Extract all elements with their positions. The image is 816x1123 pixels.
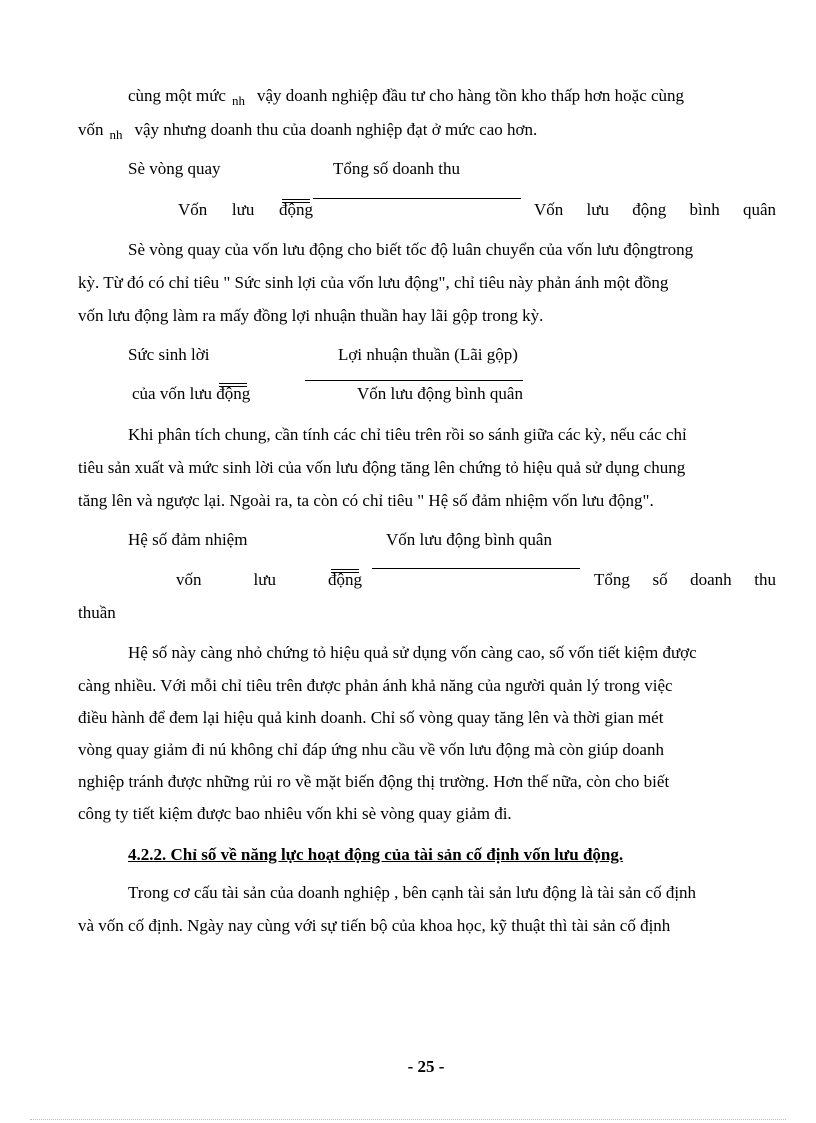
word: động — [632, 200, 667, 219]
word: lưu — [586, 200, 609, 219]
section-heading: 4.2.2. Chỉ số về năng lực hoạt động của tài sản cố định vốn lưu động. — [128, 845, 624, 864]
word: vốn — [176, 570, 202, 589]
text-line — [78, 676, 776, 696]
text-span: nghiệp tránh được những rủi ro về mặt biến động thị trường. Hơn thế nữa, còn cho biết — [78, 772, 670, 791]
page-edge-divider — [30, 1119, 786, 1120]
text-span: vốn — [78, 120, 104, 139]
word: doanh — [690, 570, 732, 589]
text-span: cùng một mức — [128, 86, 226, 105]
text-line: và vốn cố định. Ngày nay cùng với sự tiến bộ của khoa học, kỹ thuật thì tài sản cố định — [78, 916, 671, 935]
text-span: Hệ số này càng nhỏ chứng tỏ hiệu quả sử dụng vốn càng cao, số vốn tiết kiệm được — [128, 643, 697, 662]
text-line — [78, 273, 776, 293]
word: của vốn lưu — [132, 384, 213, 403]
text-span: Khi phân tích chung, cần tính các chỉ tiêu trên rồi so sánh giữa các kỳ, nếu các chỉ — [128, 425, 687, 444]
formula-label-line — [178, 200, 313, 220]
text-line — [78, 708, 776, 728]
word: số — [652, 570, 668, 589]
formula-label: Sức sinh lời — [128, 345, 210, 364]
text-line — [78, 458, 776, 478]
text-line: thuần — [78, 603, 116, 622]
text-span: vậy doanh nghiệp đầu tư cho hàng tồn kho thấp hơn hoặc cùng — [256, 86, 685, 105]
word-overlined: động — [216, 384, 251, 403]
word-overlined: động — [328, 570, 362, 589]
text-line: vốn lưu động làm ra mấy đồng lợi nhuận thuần hay lãi gộp trong kỳ. — [78, 306, 544, 325]
formula-denominator: Vốn lưu động bình quân — [357, 384, 523, 403]
text-span: kỳ. Từ đó có chỉ tiêu " Sức sinh lợi của vốn lưu động", chỉ tiêu này phản ánh một đồng — [78, 273, 669, 292]
word: thu — [754, 570, 776, 589]
word-overlined: động — [279, 200, 313, 219]
text-line — [128, 86, 776, 107]
formula-numerator: Tổng số doanh thu — [333, 159, 461, 178]
text-line — [128, 883, 776, 903]
fraction-bar — [305, 380, 523, 381]
text-span: điều hành để đem lại hiệu quả kinh doanh. Chỉ số vòng quay tăng lên và thời gian mét — [78, 708, 664, 727]
formula-numerator: Lợi nhuận thuần (Lãi gộp) — [338, 345, 518, 364]
text-line — [78, 740, 776, 760]
word: lưu — [253, 570, 276, 589]
page-number: - 25 - — [407, 1057, 445, 1076]
text-span: càng nhiều. Với mỗi chỉ tiêu trên được phản ánh khả năng của người quản lý trong việc — [78, 676, 673, 695]
word: Vốn — [178, 200, 208, 219]
text-line — [128, 240, 776, 260]
formula-numerator: Vốn lưu động bình quân — [386, 530, 552, 549]
text-line — [78, 772, 776, 792]
formula-label: Sè vòng quay — [128, 159, 221, 178]
word: Tổng — [594, 570, 630, 589]
text-line: tăng lên và ngược lại. Ngoài ra, ta còn có chỉ tiêu " Hệ số đảm nhiệm vốn lưu động". — [78, 491, 654, 510]
text-line — [78, 120, 537, 141]
word: Vốn — [534, 200, 564, 219]
text-span: tiêu sản xuất và mức sinh lời của vốn lưu động tăng lên chứng tỏ hiệu quả sử dụng chung — [78, 458, 686, 477]
text-line — [128, 643, 776, 663]
formula-label-line — [176, 570, 362, 590]
formula-label: Hệ số đảm nhiệm — [128, 530, 248, 549]
text-span: vòng quay giảm đi nú không chỉ đáp ứng nhu cầu về vốn lưu động mà còn giúp doanh — [78, 740, 664, 759]
text-span: vậy nhưng doanh thu của doanh nghiệp đạt ở mức cao hơn. — [134, 120, 538, 139]
formula-denominator — [534, 200, 776, 220]
text-line — [128, 425, 776, 445]
subscript: nh — [109, 127, 123, 142]
formula-label-line — [132, 384, 250, 404]
word: lưu — [231, 200, 255, 219]
text-span: Sè vòng quay của vốn lưu động cho biết tốc độ luân chuyển của vốn lưu độngtrong — [128, 240, 694, 259]
text-line: công ty tiết kiệm được bao nhiêu vốn khi sè vòng quay giảm đi. — [78, 804, 512, 823]
formula-denominator — [594, 570, 776, 590]
fraction-bar — [372, 568, 580, 569]
text-span: Trong cơ cấu tài sản của doanh nghiệp , bên cạnh tài sản lưu động là tài sản cố định — [128, 883, 697, 902]
text-segment — [128, 86, 684, 107]
word: quân — [742, 200, 776, 219]
subscript: nh — [231, 93, 245, 108]
fraction-bar — [313, 198, 521, 199]
word: bình — [689, 200, 720, 219]
